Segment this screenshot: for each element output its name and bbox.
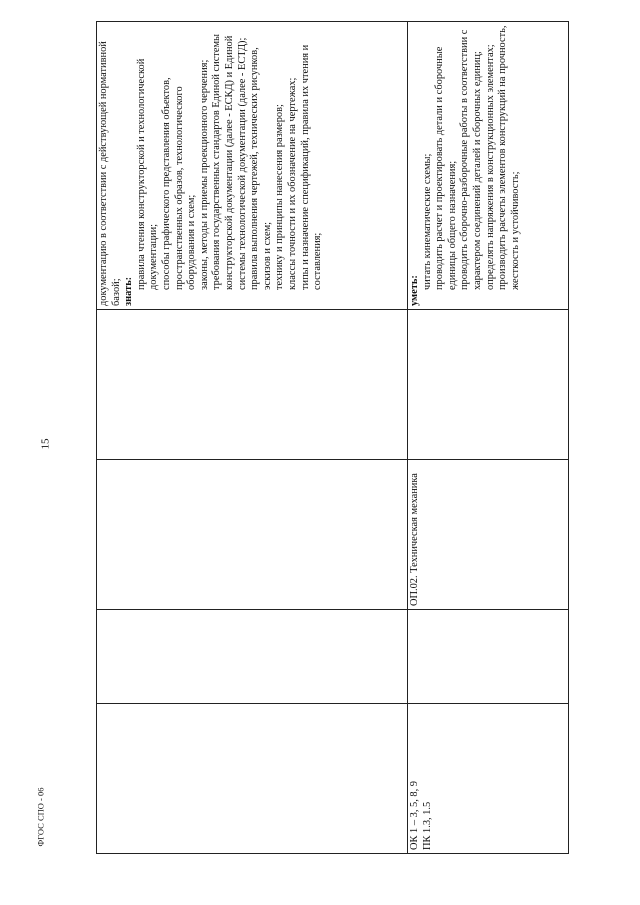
section-heading-can: уметь: — [409, 275, 420, 306]
cell-hours2-empty — [408, 310, 569, 460]
requirement-line: технику и принципы нанесения размеров; — [274, 104, 286, 290]
table-row — [408, 22, 569, 854]
competency-pk: ПК 1.3, 1.5 — [421, 801, 433, 850]
requirement-line: документацию в соответствии с действующей нормативной базой; — [98, 41, 122, 306]
cell-requirements — [408, 22, 569, 310]
cell-hours2-empty — [97, 310, 408, 460]
cell-hours-empty — [408, 610, 569, 704]
requirement-line: правила выполнения чертежей, технических рисунков, эскизов и схем; — [249, 47, 273, 290]
competency-table — [96, 22, 564, 854]
requirement-line: правила чтения конструкторской и технологической документации; — [135, 58, 160, 290]
requirement-line: производить расчеты элементов конструкций на прочность, жесткость и устойчивость; — [497, 25, 521, 290]
requirement-line: законы, методы и приемы проекционного черчения; — [198, 59, 210, 290]
section-heading-know: знать: — [123, 276, 135, 306]
requirement-line: классы точности и их обозначение на чертежах; — [286, 77, 298, 290]
footer-standard-code: ФГОС СПО - 06 — [35, 787, 46, 847]
page-number: 15 — [39, 438, 52, 450]
cell-discipline: ОП.02. Техническая механика — [408, 460, 569, 610]
cell-competencies-empty — [97, 704, 408, 854]
table-row — [97, 22, 408, 854]
requirement-line: читать кинематические схемы; — [421, 153, 433, 290]
cell-requirements — [97, 22, 408, 310]
requirement-line: проводить расчет и проектировать детали и сборочные единицы общего назначения; — [434, 46, 458, 290]
competency-ok: ОК 1 – 3, 5, 8, 9 — [409, 781, 420, 850]
requirement-line: способы графического представления объектов, пространственных образов, технологического оборудования и схем; — [160, 77, 198, 290]
requirement-line: требования государственных стандартов Единой системы конструкторской документации (далее - ЕСКД) и Единой системы технологической документации (далее - ЕСТД); — [211, 33, 248, 290]
requirement-line: определять напряжения в конструкционных элементах; — [484, 44, 496, 290]
cell-hours-empty — [97, 610, 408, 704]
cell-competencies — [408, 704, 569, 854]
requirement-line: проводить сборочно-разборочные работы в соответствии с характером соединений деталей и сборочных единиц; — [459, 29, 483, 290]
cell-discipline-empty — [97, 460, 408, 610]
requirement-line: типы и назначение спецификаций, правила их чтения и составления; — [299, 44, 324, 290]
